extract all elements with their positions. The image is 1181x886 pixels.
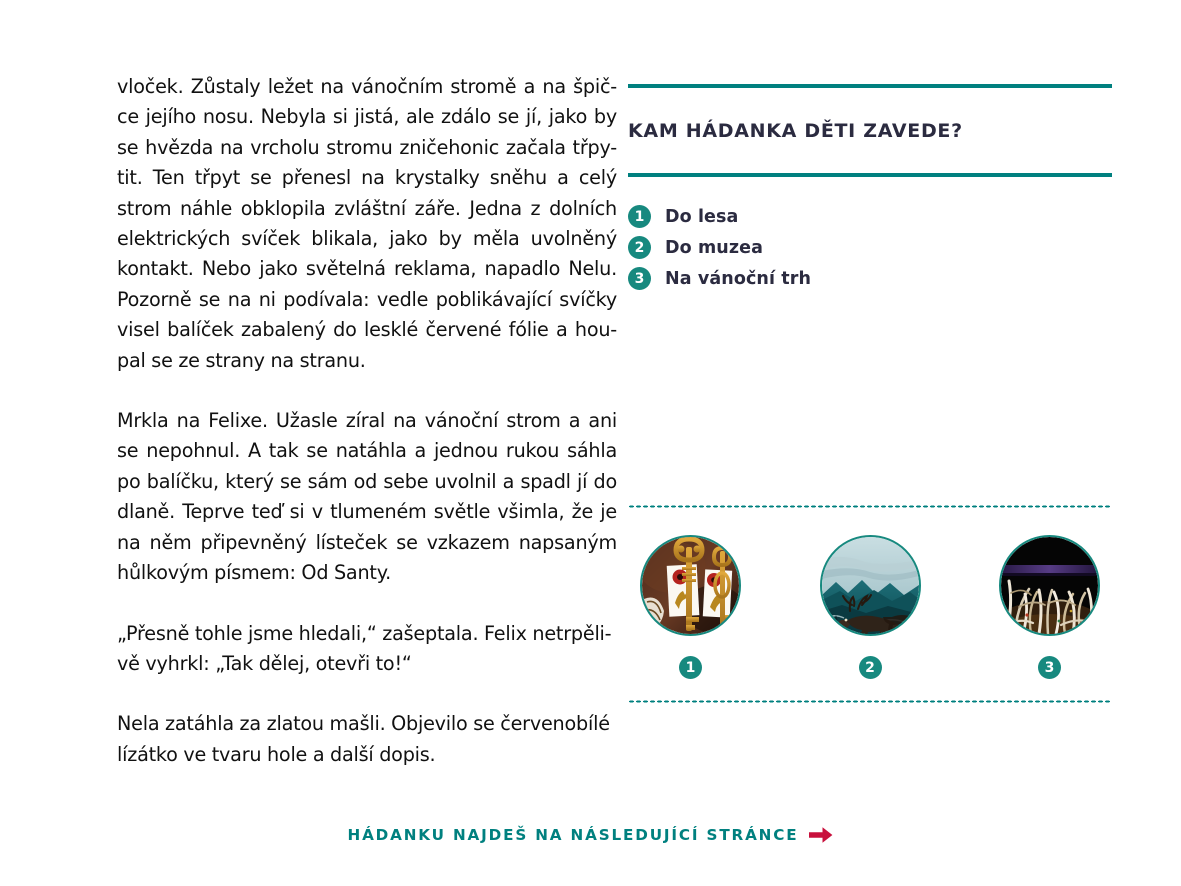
quiz-option-3[interactable] [628, 263, 1112, 294]
story-paragraph: Mrkla na Felixe. Užasle zíral na vánoční strom a ani se nepohnul. A tak se natáhla a jednou rukou sáhla po balíčku, který se sám od sebe uvolnil a spadl jí do dlaně. Teprve teď si v tlumeném světle všimla, že je na něm připevněný lísteček se vzkazem napsaným hůlkovým písmem: Od Santy. [117, 409, 617, 585]
thumbnail-row [628, 508, 1112, 679]
reindeer-illustration-icon [822, 537, 919, 634]
quiz-option-label: Na vánoční trh [665, 268, 812, 289]
footer-label: HÁDANKU NAJDEŠ NA NÁSLEDUJÍCÍ STRÁNCE [347, 826, 799, 844]
number-badge-3-icon: 3 [628, 267, 651, 290]
strip-bottom-dotted-rule [628, 700, 1112, 703]
page-footer[interactable] [0, 826, 1181, 844]
quiz-option-label: Do muzea [665, 237, 763, 258]
story-paragraph: „Přesně tohle jsme hledali,“ zašeptala. Felix netrpěli-vě vyhrkl: „Tak dělej, otevři to!“ [117, 621, 612, 675]
quiz-heading: KAM HÁDANKA DĚTI ZAVEDE? [628, 120, 963, 142]
quiz-option-2[interactable] [628, 232, 1112, 263]
thumbnail-badge-1: 1 [679, 656, 702, 679]
keys-illustration-icon [642, 537, 739, 634]
straw-illustration-icon [1001, 537, 1098, 634]
quiz-option-1[interactable] [628, 201, 1112, 232]
story-text-column [117, 72, 617, 770]
story-paragraph: vloček. Zůstaly ležet na vánočním stromě a na špič-ce jejího nosu. Nebyla si jistá, ale zdálo se jí, jako by se hvězda na vrcholu stromu zničehonic začala třpy-tit. Ten třpyt se přenesl na krystalky sněhu a celý strom náhle obklopila zvláštní záře. Jedna z dolních elektrických svíček blikala, jako by měla uvolněný kontakt. Nebo jako světelná reklama, napadlo Nelu. Pozorně se na ni podívala: vedle poblikávající svíčky visel balíček zabalený do lesklé červené fólie a hou-pal se ze strany na stranu. [117, 75, 617, 372]
thumbnail-image-straw[interactable] [999, 535, 1100, 636]
thumbnail-image-keys[interactable] [640, 535, 741, 636]
quiz-option-list [628, 201, 1112, 294]
right-arrow-icon [809, 826, 833, 844]
story-paragraph: Nela zatáhla za zlatou mašli. Objevilo se červenobílé lízátko ve tvaru hole a další dopis. [117, 712, 610, 766]
thumbnail-strip [628, 505, 1112, 703]
thumbnail-badge-3: 3 [1038, 656, 1061, 679]
quiz-bottom-rule [628, 173, 1112, 177]
thumbnail-cell-3[interactable] [999, 535, 1100, 679]
thumbnail-image-reindeer[interactable] [820, 535, 921, 636]
number-badge-2-icon: 2 [628, 236, 651, 259]
quiz-option-label: Do lesa [665, 206, 739, 227]
quiz-panel [628, 84, 1112, 294]
thumbnail-badge-2: 2 [859, 656, 882, 679]
thumbnail-cell-1[interactable] [640, 535, 741, 679]
thumbnail-cell-2[interactable] [820, 535, 921, 679]
number-badge-1-icon: 1 [628, 205, 651, 228]
